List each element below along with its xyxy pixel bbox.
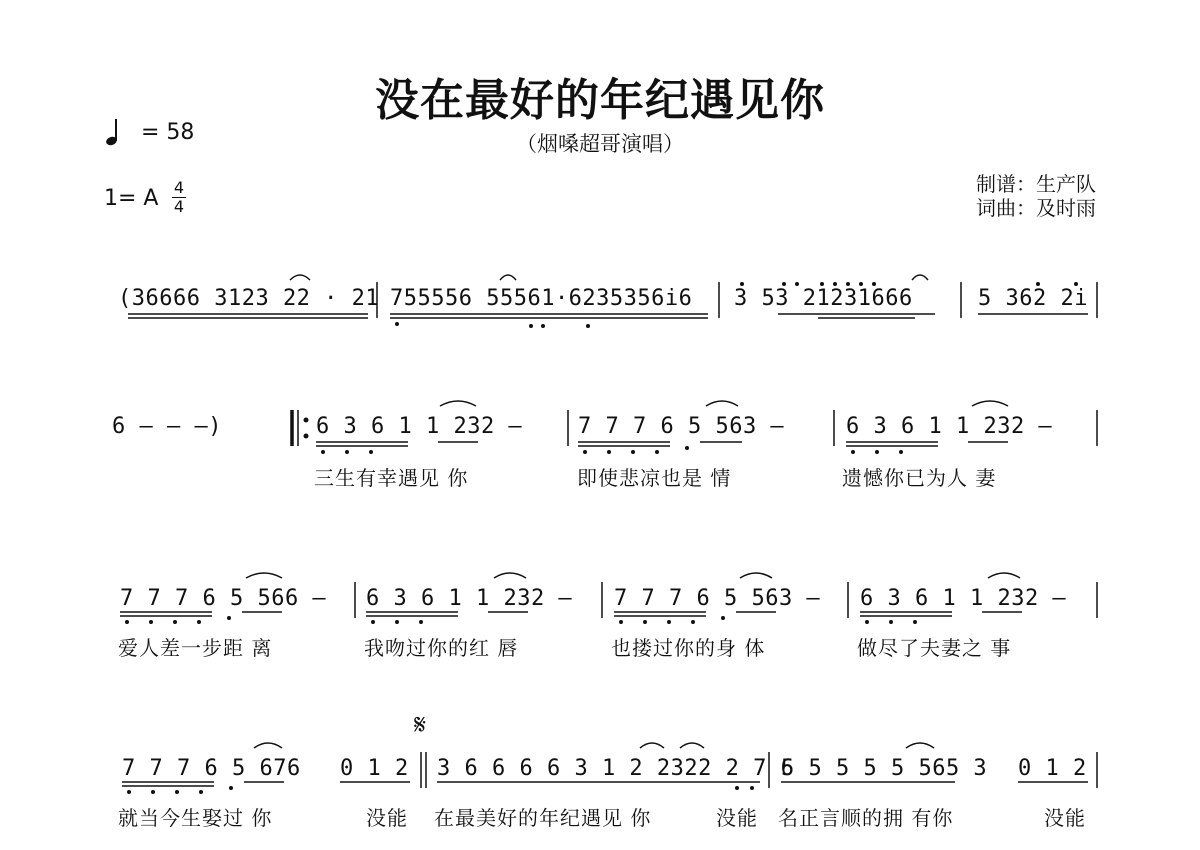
lyric-line: 即使悲凉也是 情 bbox=[577, 466, 732, 490]
measure-notes: 0 1 2 bbox=[340, 756, 409, 781]
measure-notes: 6 3 6 1 1 232 – bbox=[366, 586, 573, 611]
octave-dot bbox=[685, 446, 689, 450]
lyric-line: 就当今生娶过 你 bbox=[118, 806, 273, 830]
lyric-line: 没能 bbox=[366, 806, 408, 830]
measure-notes: 6 3 6 1 1 232 – bbox=[860, 586, 1067, 611]
slur bbox=[680, 743, 704, 748]
octave-dot bbox=[619, 620, 623, 624]
measure-notes: 7 7 7 6 5 563 – bbox=[578, 414, 785, 439]
octave-dot bbox=[127, 790, 131, 794]
octave-dot bbox=[197, 620, 201, 624]
measure-notes: (36666 3123 22 · 21 bbox=[118, 286, 380, 311]
tempo-marking bbox=[104, 120, 194, 145]
octave-dot bbox=[227, 616, 231, 620]
octave-dot bbox=[125, 620, 129, 624]
octave-dot bbox=[735, 786, 739, 790]
octave-dot bbox=[369, 450, 373, 454]
tempo-value: = 58 bbox=[141, 120, 195, 145]
octave-dot bbox=[643, 620, 647, 624]
slur bbox=[640, 743, 664, 748]
slur bbox=[500, 275, 516, 280]
octave-dot bbox=[607, 450, 611, 454]
arranger-credit: 制谱：生产队 bbox=[976, 172, 1096, 196]
lyric-line: 爱人差一步距 离 bbox=[118, 636, 273, 660]
slur bbox=[290, 275, 310, 280]
lyric-line: 做尽了夫妻之 事 bbox=[857, 636, 1012, 660]
octave-dot bbox=[199, 790, 203, 794]
octave-dot bbox=[175, 790, 179, 794]
octave-dot bbox=[631, 450, 635, 454]
slur bbox=[740, 573, 772, 578]
measure-notes: 7 7 7 6 5 563 – bbox=[614, 586, 821, 611]
measure-notes: 5 362 2i bbox=[978, 286, 1088, 311]
page-title: 没在最好的年纪遇见你 bbox=[375, 75, 825, 126]
slur bbox=[254, 743, 282, 748]
measure-notes: 0 1 2 bbox=[1018, 756, 1087, 781]
lyric-line: 在最美好的年纪遇见 你 bbox=[434, 806, 652, 830]
slur bbox=[906, 743, 934, 748]
quarter-note-icon bbox=[104, 121, 124, 145]
measure-notes: 755556 55561·6235356i6 bbox=[390, 286, 693, 311]
octave-dot bbox=[529, 324, 533, 328]
measure-notes: 5 5 5 5 5 565 3 bbox=[781, 756, 988, 781]
slur bbox=[494, 573, 526, 578]
octave-dot bbox=[667, 620, 671, 624]
slur bbox=[440, 401, 476, 406]
octave-dot bbox=[345, 450, 349, 454]
lyric-line: 也搂过你的身 体 bbox=[611, 636, 766, 660]
octave-dot bbox=[321, 450, 325, 454]
key-signature: 1= A bbox=[104, 186, 159, 211]
slur bbox=[972, 401, 1008, 406]
octave-dot bbox=[229, 786, 233, 790]
octave-dot bbox=[395, 620, 399, 624]
octave-dot bbox=[655, 450, 659, 454]
repeat-dot bbox=[304, 434, 309, 439]
slur bbox=[988, 573, 1020, 578]
octave-dot bbox=[889, 620, 893, 624]
lyricist-credit: 词曲：及时雨 bbox=[976, 196, 1096, 220]
octave-dot bbox=[899, 450, 903, 454]
repeat-dot bbox=[304, 418, 309, 423]
lyric-line: 三生有幸遇见 你 bbox=[314, 466, 469, 490]
measure-notes: 7 7 7 6 5 566 – bbox=[120, 586, 327, 611]
slur bbox=[706, 401, 738, 406]
octave-dot bbox=[851, 450, 855, 454]
measure-notes: 3 6 6 6 6 3 1 2 2322 2 7 6 bbox=[437, 756, 795, 781]
octave-dot bbox=[583, 450, 587, 454]
octave-dot bbox=[721, 616, 725, 620]
octave-dot bbox=[371, 620, 375, 624]
octave-dot bbox=[691, 620, 695, 624]
segno-icon: 𝄋 bbox=[414, 708, 427, 741]
lyric-line: 遗憾你已为人 妻 bbox=[842, 466, 997, 490]
octave-dot bbox=[151, 790, 155, 794]
measure-notes: 6 3 6 1 1 232 – bbox=[846, 414, 1053, 439]
octave-dot bbox=[875, 450, 879, 454]
lyric-line: 没能 bbox=[1044, 806, 1086, 830]
lyric-line: 名正言顺的拥 有你 bbox=[778, 806, 954, 830]
octave-dot bbox=[149, 620, 153, 624]
octave-dot bbox=[395, 322, 399, 326]
lyric-line: 没能 bbox=[716, 806, 758, 830]
octave-dot bbox=[419, 620, 423, 624]
octave-dot bbox=[541, 324, 545, 328]
time-signature-bottom: 4 bbox=[173, 197, 185, 216]
time-signature-top: 4 bbox=[173, 178, 185, 197]
octave-dot bbox=[913, 620, 917, 624]
measure-notes: 6 – – –) bbox=[112, 414, 222, 439]
lyric-line: 我吻过你的红 唇 bbox=[364, 636, 519, 660]
measure-notes: 3 53 21231666 bbox=[734, 286, 913, 311]
page-subtitle: （烟嗓超哥演唱） bbox=[516, 132, 684, 156]
octave-dot bbox=[586, 324, 590, 328]
measure-notes: 7 7 7 6 5 676 bbox=[122, 756, 301, 781]
slur bbox=[246, 573, 282, 578]
octave-dot bbox=[750, 786, 754, 790]
octave-dot bbox=[173, 620, 177, 624]
time-signature bbox=[172, 180, 186, 215]
octave-dot bbox=[865, 620, 869, 624]
slur bbox=[912, 275, 928, 280]
measure-notes: 6 3 6 1 1 232 – bbox=[316, 414, 523, 439]
